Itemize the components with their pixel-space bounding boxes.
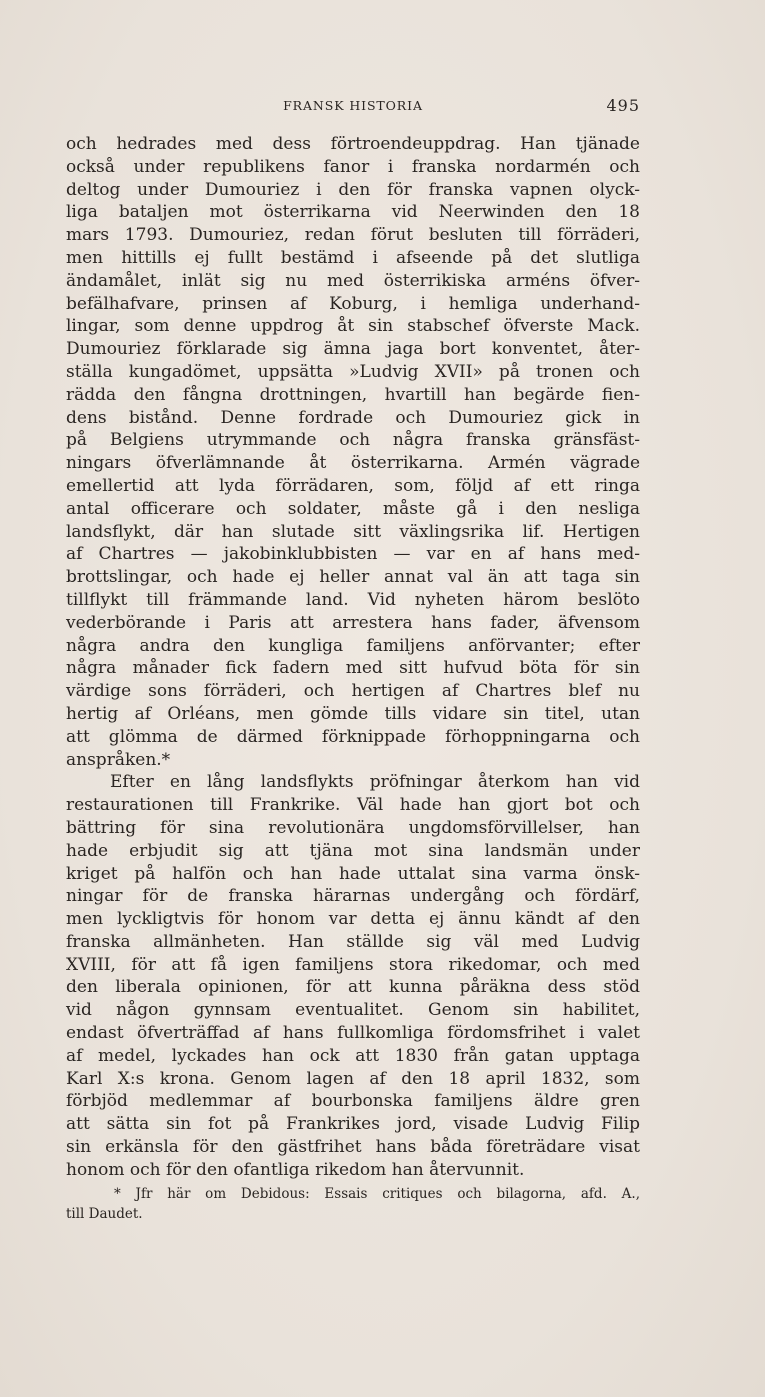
text-line: restaurationen till Frankrike. Väl hade han gjort bot och xyxy=(66,795,640,816)
text-line: Karl X:s krona. Genom lagen af den 18 april 1832, som xyxy=(66,1068,640,1089)
text-line: på Belgiens utrymmande och några franska gränsfäst- xyxy=(66,430,640,451)
text-line: den liberala opinionen, för att kunna påräkna dess stöd xyxy=(66,977,640,998)
text-line: och hedrades med dess förtroendeuppdrag. Han tjänade xyxy=(66,134,640,154)
text-line: ningar för de franska härarnas undergång och fördärf, xyxy=(66,886,640,907)
text-line: landsflykt, där han slutade sitt växlingsrika lif. Hertigen xyxy=(66,521,640,542)
text-line: af medel, lyckades han ock att 1830 från gatan upptaga xyxy=(66,1045,640,1066)
text-line: rädda den fångna drottningen, hvartill han begärde fien- xyxy=(66,384,640,405)
text-line: hade erbjudit sig att tjäna mot sina landsmän under xyxy=(66,840,640,861)
text-line: ställa kungadömet, uppsätta »Ludvig XVII» på tronen och xyxy=(66,361,640,382)
text-line: liga bataljen mot österrikarna vid Neerwinden den 18 xyxy=(66,202,640,223)
paragraph-first-line: Efter en lång landsflykts pröfningar återkom han vid xyxy=(110,772,640,793)
text-line: befälhafvare, prinsen af Koburg, i hemliga underhand- xyxy=(66,293,640,314)
text-line: men hittills ej fullt bestämd i afseende på det slutliga xyxy=(66,247,640,268)
text-line: brottslingar, och hade ej heller annat val än att taga sin xyxy=(66,567,640,588)
body-text xyxy=(66,133,640,1182)
text-line: tillflykt till främmande land. Vid nyheten härom beslöto xyxy=(66,589,640,610)
text-line: att glömma de därmed förknippade förhoppningarna och xyxy=(66,726,640,747)
text-line: antal officerare och soldater, måste gå i den nesliga xyxy=(66,498,640,519)
text-line: ningars öfverlämnande åt österrikarna. Armén vägrade xyxy=(66,453,640,474)
page-number: 495 xyxy=(606,96,640,115)
text-line: sin erkänsla för den gästfrihet hans båda företrädare visat xyxy=(66,1137,640,1158)
text-line: af Chartres — jakobinklubbisten — var en af hans med- xyxy=(66,544,640,565)
text-line: vid någon gynnsam eventualitet. Genom sin habilitet, xyxy=(66,1000,640,1021)
text-line: ändamålet, inlät sig nu med österrikiska arméns öfver- xyxy=(66,270,640,291)
text-line: dens bistånd. Denne fordrade och Dumouriez gick in xyxy=(66,407,640,428)
text-line: emellertid att lyda förrädaren, som, följd af ett ringa xyxy=(66,475,640,496)
text-line: att sätta sin fot på Frankrikes jord, visade Ludvig Filip xyxy=(66,1114,640,1135)
text-line: lingar, som denne uppdrog åt sin stabschef öfverste Mack. xyxy=(66,316,640,337)
text-line: bättring för sina revolutionära ungdomsförvillelser, han xyxy=(66,817,640,838)
text-line: franska allmänheten. Han ställde sig väl med Ludvig xyxy=(66,931,640,952)
text-line: vederbörande i Paris att arrestera hans fader, äfvensom xyxy=(66,612,640,633)
text-line: anspråken.* xyxy=(66,749,171,770)
text-line: några andra den kungliga familjens anförvanter; efter xyxy=(66,635,640,656)
text-line: också under republikens fanor i franska nordarmén och xyxy=(66,156,640,177)
text-line: värdige sons förräderi, och hertigen af Chartres blef nu xyxy=(66,681,640,702)
text-line: hertig af Orléans, men gömde tills vidare sin titel, utan xyxy=(66,703,640,724)
text-line: Dumouriez förklarade sig ämna jaga bort konventet, åter- xyxy=(66,339,640,360)
footnote-line: * Jfr här om Debidous: Essais critiques och bilagorna, afd. A., xyxy=(114,1186,640,1202)
footnote-line: till Daudet. xyxy=(66,1206,143,1222)
text-line: men lyckligtvis för honom var detta ej ännu kändt af den xyxy=(66,909,640,930)
text-line: mars 1793. Dumouriez, redan förut besluten till förräderi, xyxy=(66,225,640,246)
text-line: honom och för den ofantliga rikedom han återvunnit. xyxy=(66,1159,525,1180)
text-line: kriget på halfön och han hade uttalat sina varma önsk- xyxy=(66,863,640,884)
text-line: några månader fick fadern med sitt hufvud böta för sin xyxy=(66,658,640,679)
running-head-title: FRANSK HISTORIA xyxy=(283,98,423,113)
running-head xyxy=(66,96,640,116)
footnote xyxy=(66,1184,640,1224)
text-line: deltog under Dumouriez i den för franska vapnen olyck- xyxy=(66,179,640,200)
text-line: förbjöd medlemmar af bourbonska familjens äldre gren xyxy=(66,1091,640,1112)
text-line: XVIII, för att få igen familjens stora rikedomar, och med xyxy=(66,954,640,975)
text-line: endast öfverträffad af hans fullkomliga fördomsfrihet i valet xyxy=(66,1023,640,1044)
